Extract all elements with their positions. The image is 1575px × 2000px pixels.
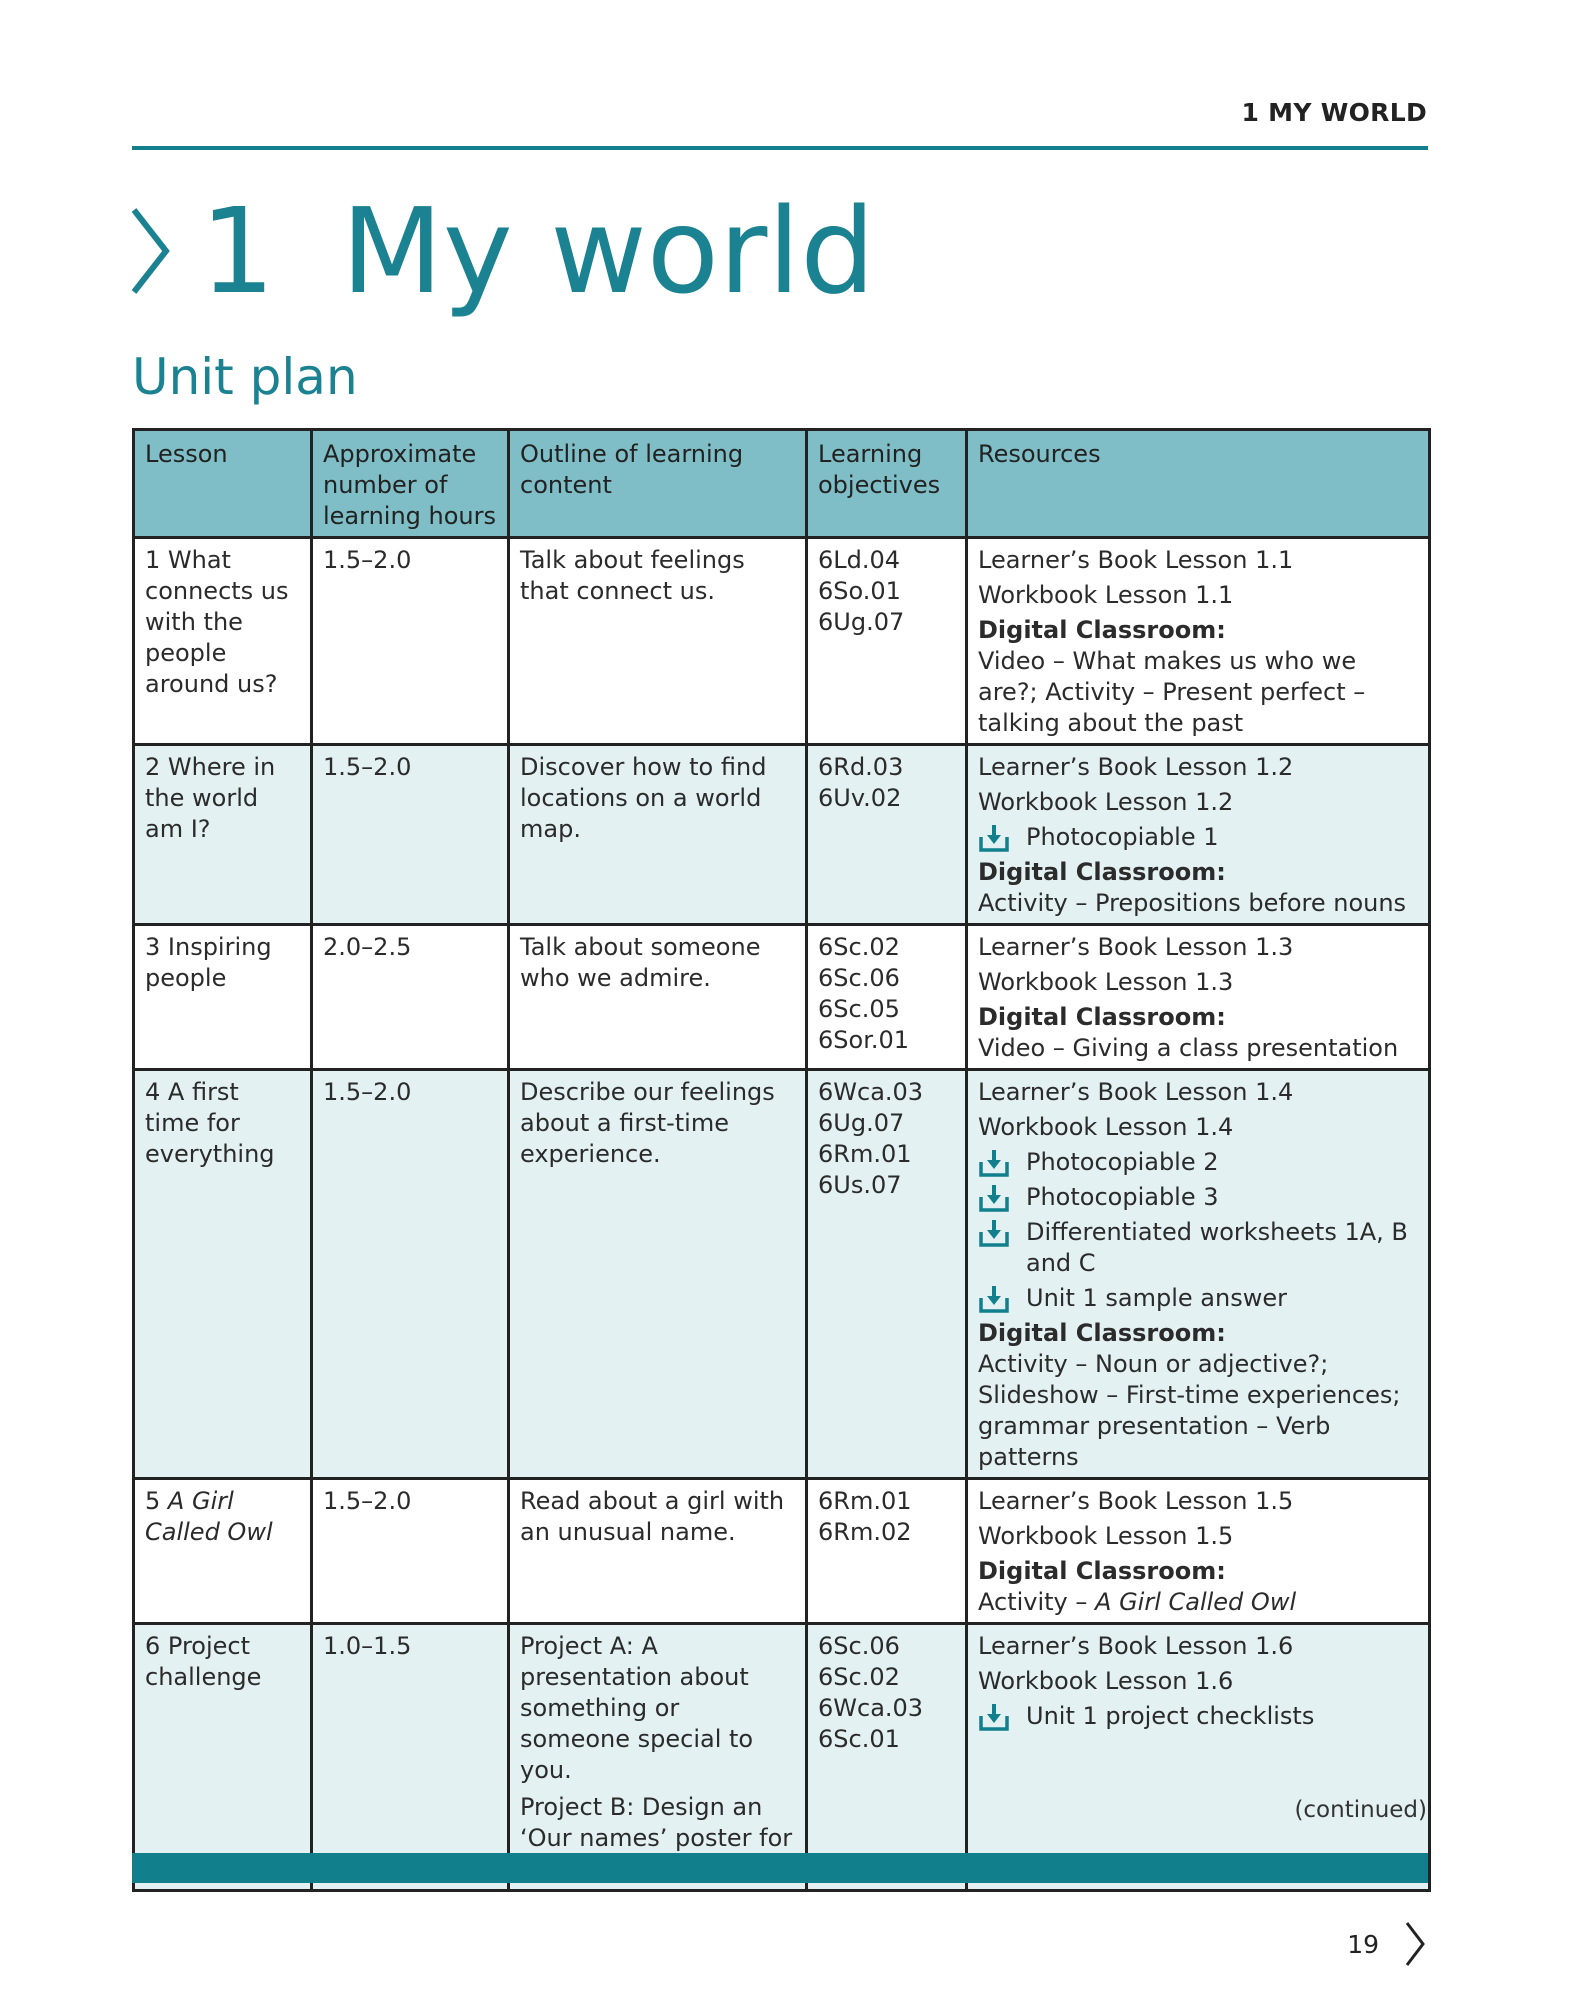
objective-code: 6Ld.04 bbox=[818, 546, 901, 574]
objective-code: 6Sc.05 bbox=[818, 995, 900, 1023]
objectives-cell bbox=[807, 1624, 967, 1891]
continued-note: (continued) bbox=[1294, 1797, 1427, 1823]
objectives-cell bbox=[807, 1070, 967, 1479]
download-label: Photocopiable 3 bbox=[1026, 1183, 1219, 1211]
resource-item: Learner’s Book Lesson 1.1 bbox=[978, 546, 1294, 574]
table-row bbox=[134, 1479, 1430, 1624]
resource-item: Learner’s Book Lesson 1.6 bbox=[978, 1632, 1294, 1660]
download-icon bbox=[978, 1148, 1010, 1178]
resource-item: Learner’s Book Lesson 1.3 bbox=[978, 933, 1294, 961]
outline-text: Discover how to find locations on a world map. bbox=[520, 753, 767, 843]
running-head: 1 MY WORLD bbox=[1241, 98, 1427, 127]
resource-item: Learner’s Book Lesson 1.2 bbox=[978, 753, 1294, 781]
resources-cell bbox=[967, 538, 1430, 745]
resources-cell bbox=[967, 1070, 1430, 1479]
digital-classroom-prefix: Activity – bbox=[978, 1588, 1096, 1616]
download-resource[interactable] bbox=[978, 1217, 1418, 1279]
resources-cell bbox=[967, 745, 1430, 925]
outline-text: Project B: Design an ‘Our names’ poster for bbox=[520, 1793, 793, 1852]
objective-code: 6Rd.03 bbox=[818, 753, 904, 781]
lesson-cell: 1 What connects us with the people around us? bbox=[134, 538, 312, 745]
chevron-right-icon bbox=[128, 206, 172, 296]
lesson-cell: 2 Where in the world am I? bbox=[134, 745, 312, 925]
outline-cell bbox=[509, 745, 807, 925]
objective-code: 6Sc.02 bbox=[818, 933, 900, 961]
digital-classroom-label: Digital Classroom: bbox=[978, 1003, 1226, 1031]
table-row bbox=[134, 1624, 1430, 1891]
download-icon bbox=[978, 823, 1010, 853]
outline-cell bbox=[509, 1479, 807, 1624]
lesson-number: 5 bbox=[145, 1487, 161, 1515]
unit-plan-table bbox=[132, 428, 1431, 1892]
lesson-cell bbox=[134, 1479, 312, 1624]
download-label: Differentiated worksheets 1A, B and C bbox=[1026, 1218, 1408, 1277]
outline-cell bbox=[509, 1070, 807, 1479]
resources-cell bbox=[967, 1479, 1430, 1624]
resources-cell bbox=[967, 1624, 1430, 1891]
objective-code: 6Rm.02 bbox=[818, 1518, 912, 1546]
objectives-cell bbox=[807, 1479, 967, 1624]
digital-classroom-text: Activity – Prepositions before nouns bbox=[978, 889, 1407, 917]
outline-cell bbox=[509, 538, 807, 745]
hours-cell: 1.5–2.0 bbox=[312, 1479, 509, 1624]
objective-code: 6Sor.01 bbox=[818, 1026, 910, 1054]
chapter-number: 1 bbox=[200, 182, 276, 320]
digital-classroom-label: Digital Classroom: bbox=[978, 616, 1226, 644]
objective-code: 6So.01 bbox=[818, 577, 901, 605]
table-row bbox=[134, 925, 1430, 1070]
download-label: Photocopiable 1 bbox=[1026, 823, 1219, 851]
digital-classroom-text: Video – What makes us who we are?; Activity – Present perfect – talking about the past bbox=[978, 647, 1366, 737]
download-icon bbox=[978, 1702, 1010, 1732]
download-icon bbox=[978, 1183, 1010, 1213]
objective-code: 6Us.07 bbox=[818, 1171, 902, 1199]
table-header-row bbox=[134, 430, 1430, 538]
header-hours: Approximate number of learning hours bbox=[312, 430, 509, 538]
outline-text: Project A: A presentation about something or someone special to you. bbox=[520, 1632, 754, 1784]
digital-classroom-label: Digital Classroom: bbox=[978, 1557, 1226, 1585]
page-number: 19 bbox=[1347, 1930, 1379, 1959]
download-label: Unit 1 project checklists bbox=[1026, 1702, 1315, 1730]
resource-item: Workbook Lesson 1.1 bbox=[978, 581, 1234, 609]
download-icon bbox=[978, 1218, 1010, 1248]
download-resource[interactable] bbox=[978, 822, 1418, 853]
outline-text: Read about a girl with an unusual name. bbox=[520, 1487, 785, 1546]
outline-text: Describe our feelings about a first-time experience. bbox=[520, 1078, 775, 1168]
hours-cell: 1.5–2.0 bbox=[312, 745, 509, 925]
header-lesson: Lesson bbox=[134, 430, 312, 538]
chapter-title: My world bbox=[341, 182, 876, 320]
resource-item: Learner’s Book Lesson 1.5 bbox=[978, 1487, 1294, 1515]
objective-code: 6Sc.01 bbox=[818, 1725, 900, 1753]
hours-cell: 1.5–2.0 bbox=[312, 1070, 509, 1479]
section-title: Unit plan bbox=[132, 348, 358, 406]
download-resource[interactable] bbox=[978, 1701, 1418, 1732]
objectives-cell bbox=[807, 925, 967, 1070]
resource-item: Learner’s Book Lesson 1.4 bbox=[978, 1078, 1294, 1106]
digital-classroom-text bbox=[978, 1587, 1418, 1618]
chapter-heading bbox=[128, 176, 875, 326]
header-objectives: Learning objectives bbox=[807, 430, 967, 538]
download-icon bbox=[978, 1284, 1010, 1314]
outline-cell bbox=[509, 1624, 807, 1891]
download-label: Photocopiable 2 bbox=[1026, 1148, 1219, 1176]
digital-classroom-label: Digital Classroom: bbox=[978, 1319, 1226, 1347]
top-rule bbox=[132, 146, 1428, 150]
resources-cell bbox=[967, 925, 1430, 1070]
resource-item: Workbook Lesson 1.2 bbox=[978, 788, 1234, 816]
objectives-cell bbox=[807, 745, 967, 925]
download-resource[interactable] bbox=[978, 1283, 1418, 1314]
objective-code: 6Ug.07 bbox=[818, 608, 905, 636]
header-outline: Outline of learning content bbox=[509, 430, 807, 538]
lesson-title: A Girl Called Owl bbox=[145, 1487, 273, 1546]
resource-item: Workbook Lesson 1.5 bbox=[978, 1522, 1234, 1550]
resource-item: Workbook Lesson 1.3 bbox=[978, 968, 1234, 996]
hours-cell: 1.5–2.0 bbox=[312, 538, 509, 745]
hours-cell: 1.0–1.5 bbox=[312, 1624, 509, 1891]
digital-classroom-text: Video – Giving a class presentation bbox=[978, 1034, 1399, 1062]
chevron-right-icon[interactable] bbox=[1404, 1921, 1426, 1967]
table-row bbox=[134, 745, 1430, 925]
outline-text: Talk about feelings that connect us. bbox=[520, 546, 745, 605]
objective-code: 6Wca.03 bbox=[818, 1078, 924, 1106]
objectives-cell bbox=[807, 538, 967, 745]
outline-cell bbox=[509, 925, 807, 1070]
objective-code: 6Rm.01 bbox=[818, 1140, 912, 1168]
objective-code: 6Rm.01 bbox=[818, 1487, 912, 1515]
header-resources: Resources bbox=[967, 430, 1430, 538]
objective-code: 6Sc.02 bbox=[818, 1663, 900, 1691]
lesson-cell: 3 Inspiring people bbox=[134, 925, 312, 1070]
table-row bbox=[134, 538, 1430, 745]
download-label: Unit 1 sample answer bbox=[1026, 1284, 1287, 1312]
bottom-bar bbox=[132, 1853, 1428, 1883]
outline-text: Talk about someone who we admire. bbox=[520, 933, 761, 992]
objective-code: 6Sc.06 bbox=[818, 1632, 900, 1660]
objective-code: 6Wca.03 bbox=[818, 1694, 924, 1722]
hours-cell: 2.0–2.5 bbox=[312, 925, 509, 1070]
objective-code: 6Ug.07 bbox=[818, 1109, 905, 1137]
digital-classroom-title: A Girl Called Owl bbox=[1095, 1588, 1297, 1616]
objective-code: 6Uv.02 bbox=[818, 784, 902, 812]
lesson-cell: 6 Project challenge bbox=[134, 1624, 312, 1891]
lesson-cell: 4 A first time for everything bbox=[134, 1070, 312, 1479]
objective-code: 6Sc.06 bbox=[818, 964, 900, 992]
download-resource[interactable] bbox=[978, 1147, 1418, 1178]
table-row bbox=[134, 1070, 1430, 1479]
digital-classroom-label: Digital Classroom: bbox=[978, 858, 1226, 886]
download-resource[interactable] bbox=[978, 1182, 1418, 1213]
resource-item: Workbook Lesson 1.6 bbox=[978, 1667, 1234, 1695]
digital-classroom-text: Activity – Noun or adjective?; Slideshow – First-time experiences; grammar presentation – Verb patterns bbox=[978, 1350, 1401, 1471]
resource-item: Workbook Lesson 1.4 bbox=[978, 1113, 1234, 1141]
